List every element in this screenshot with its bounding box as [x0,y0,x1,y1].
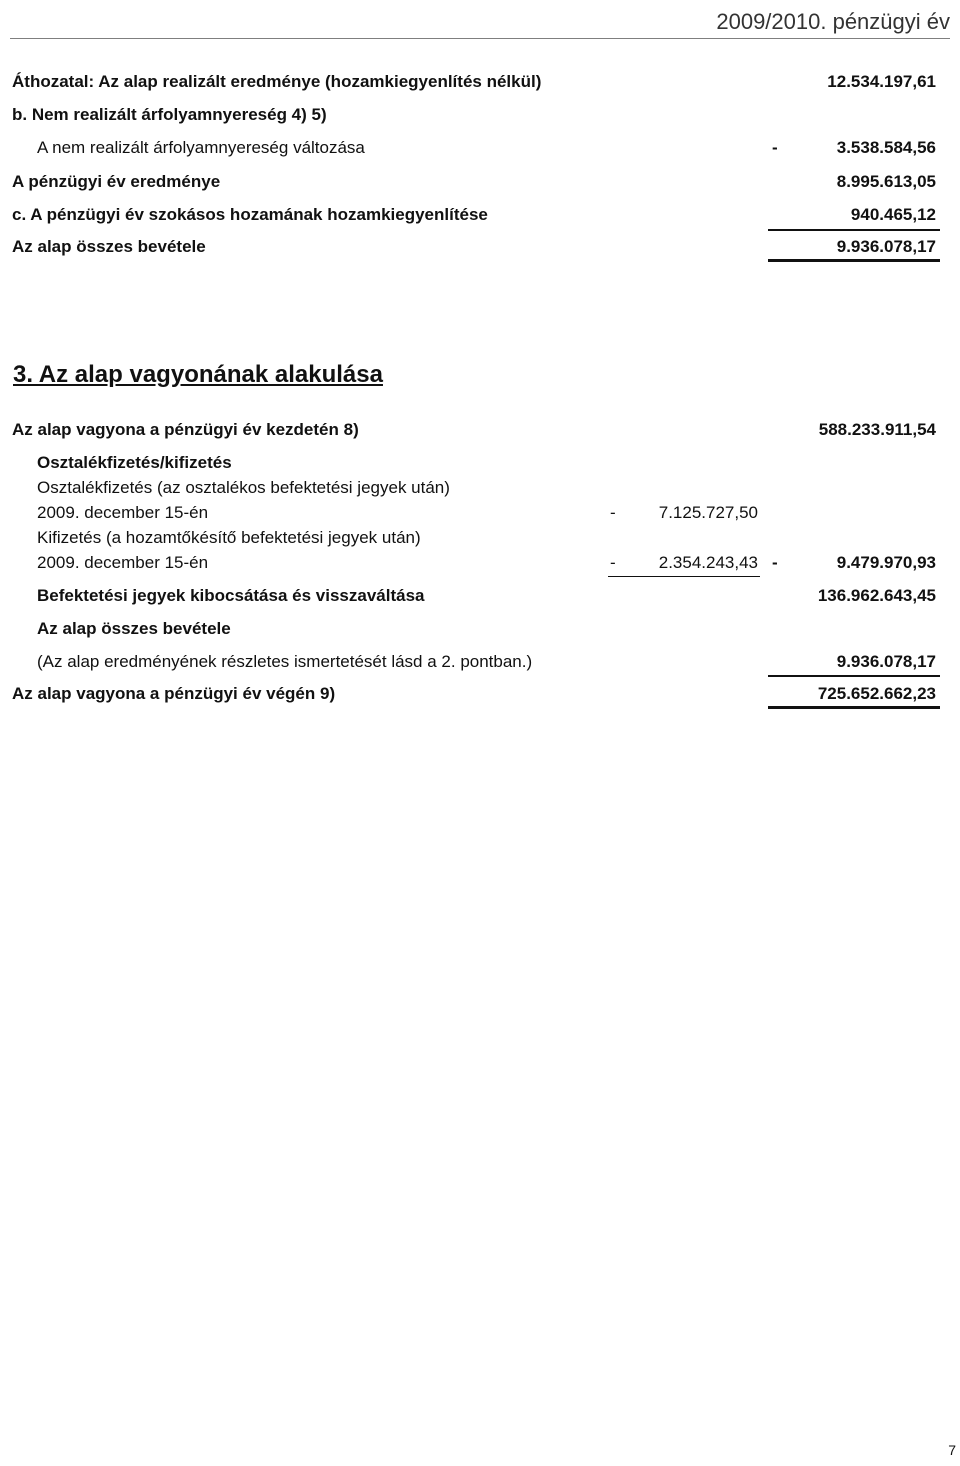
income-underline [768,675,940,677]
equalization-label: c. A pénzügyi év szokásos hozamának hozamkiegyenlítése [12,205,488,224]
income-note-row [0,650,960,674]
unrealized-heading-row [0,103,960,127]
year-result-label: A pénzügyi év eredménye [12,172,221,191]
section-3-heading: 3. Az alap vagyonának alakulása [13,361,383,388]
equalization-row [0,203,960,227]
unrealized-change-row [0,136,960,160]
start-assets-value: 588.233.911,54 [818,420,936,439]
year-result-value: 8.995.613,05 [836,172,936,191]
payout-label-row [0,526,960,550]
end-assets-row [0,682,960,706]
year-result-row [0,170,960,194]
carryover-row [0,70,960,94]
equalization-underline [768,229,940,231]
unrealized-change-sign: - [772,138,778,157]
unrealized-heading: b. Nem realizált árfolyamnyereség 4) 5) [12,105,327,124]
carryover-label: Áthozatal: Az alap realizált eredménye (hozamkiegyenlítés nélkül) [12,72,542,91]
issue-redemption-value: 136.962.643,45 [817,586,936,605]
payout-date: 2009. december 15-én [37,553,209,572]
dividend-row [0,501,960,525]
payout-label: Kifizetés (a hozamtőkésítő befektetési jegyek után) [37,528,421,547]
distribution-total-value: 9.479.970,93 [836,553,936,572]
section3-total-income-value: 9.936.078,17 [836,652,936,671]
payout-value: 2.354.243,43 [658,553,758,572]
unrealized-change-value: 3.538.584,56 [836,138,936,157]
total-income-value: 9.936.078,17 [836,237,936,256]
section3-total-income-label: Az alap összes bevétele [37,619,231,638]
equalization-value: 940.465,12 [850,205,936,224]
payout-underline [608,576,760,577]
end-assets-underline [768,706,940,709]
dividend-date: 2009. december 15-én [37,503,209,522]
end-assets-value: 725.652.662,23 [817,684,936,703]
carryover-value: 12.534.197,61 [827,72,936,91]
section3-total-income-row [0,617,960,641]
dividend-value: 7.125.727,50 [658,503,758,522]
end-assets-label: Az alap vagyona a pénzügyi év végén 9) [12,684,336,703]
dividend-sign: - [610,503,616,522]
page-number: 7 [948,1442,956,1458]
total-income-label: Az alap összes bevétele [12,237,206,256]
income-note: (Az alap eredményének részletes ismertetését lásd a 2. pontban.) [37,652,533,671]
payout-row [0,551,960,575]
distribution-heading: Osztalékfizetés/kifizetés [37,453,232,472]
unrealized-change-label: A nem realizált árfolyamnyereség változása [37,138,365,157]
issue-redemption-label: Befektetési jegyek kibocsátása és visszaváltása [37,586,425,605]
start-assets-label: Az alap vagyona a pénzügyi év kezdetén 8) [12,420,359,439]
issue-redemption-row [0,584,960,608]
total-income-row [0,235,960,259]
total-income-underline [768,259,940,262]
distribution-total-sign: - [772,553,778,572]
dividend-label-row [0,476,960,500]
page-header: 2009/2010. pénzügyi év [10,0,950,39]
dividend-label: Osztalékfizetés (az osztalékos befektetési jegyek után) [37,478,450,497]
distribution-heading-row [0,451,960,475]
payout-sign: - [610,553,616,572]
start-assets-row [0,418,960,442]
